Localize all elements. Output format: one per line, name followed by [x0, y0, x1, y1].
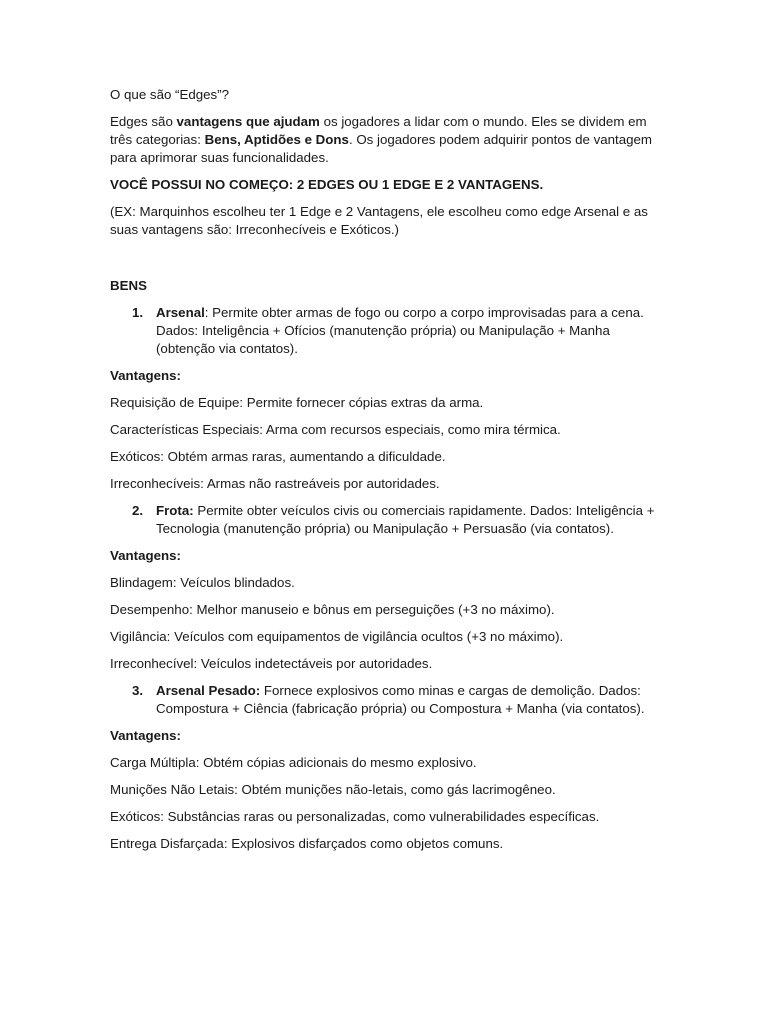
- vantagens-label: Vantagens:: [110, 728, 181, 743]
- vantagens-label: Vantagens:: [110, 368, 181, 383]
- intro-text-3: . Os jogadores podem adquirir pontos de vantagem para aprimorar suas funcionalidades.: [110, 132, 652, 165]
- perk-line: Irreconhecíveis: Armas não rastreáveis por autoridades.: [110, 476, 440, 491]
- list-number: 1.: [132, 305, 144, 320]
- list-number: 2.: [132, 503, 144, 518]
- item-description: [156, 502, 658, 538]
- perk-line: Carga Múltipla: Obtém cópias adicionais do mesmo explosivo.: [110, 755, 477, 770]
- document-body: [110, 86, 658, 853]
- start-rule: VOCÊ POSSUI NO COMEÇO: 2 EDGES OU 1 EDGE E 2 VANTAGENS.: [110, 177, 544, 192]
- item-description: [156, 682, 658, 718]
- intro-bold-2: Bens, Aptidões e Dons: [204, 132, 349, 147]
- perk-line: Blindagem: Veículos blindados.: [110, 575, 295, 590]
- item-name: Arsenal: [156, 305, 205, 320]
- perk-line: Exóticos: Obtém armas raras, aumentando a dificuldade.: [110, 449, 446, 464]
- list-item-arsenal-pesado: [110, 682, 658, 718]
- item-desc: Permite obter veículos civis ou comerciais rapidamente. Dados: Inteligência + Tecnologia (manutenção própria) ou Manipulação + Persuasão (via contatos).: [156, 503, 655, 536]
- perk-line: Requisição de Equipe: Permite fornecer cópias extras da arma.: [110, 395, 484, 410]
- perk-line: Desempenho: Melhor manuseio e bônus em perseguições (+3 no máximo).: [110, 602, 555, 617]
- question-heading: O que são “Edges”?: [110, 87, 230, 102]
- perk-line: Munições Não Letais: Obtém munições não-letais, como gás lacrimogêneo.: [110, 782, 556, 797]
- list-item-arsenal: [110, 304, 658, 358]
- list-item-frota: [110, 502, 658, 538]
- example-paragraph: (EX: Marquinhos escolheu ter 1 Edge e 2 Vantagens, ele escolheu como edge Arsenal e as suas vantagens são: Irreconhecíveis e Exóticos.): [110, 204, 648, 237]
- perk-line: Irreconhecível: Veículos indetectáveis por autoridades.: [110, 656, 433, 671]
- item-name: Frota:: [156, 503, 194, 518]
- perk-line: Vigilância: Veículos com equipamentos de vigilância ocultos (+3 no máximo).: [110, 629, 564, 644]
- perk-line: Entrega Disfarçada: Explosivos disfarçados como objetos comuns.: [110, 836, 504, 851]
- item-name: Arsenal Pesado:: [156, 683, 261, 698]
- item-description: [156, 304, 658, 358]
- item-desc: : Permite obter armas de fogo ou corpo a corpo improvisadas para a cena. Dados: Inteligência + Ofícios (manutenção própria) ou Manipulação + Manha (obtenção via contatos).: [156, 305, 644, 356]
- perk-line: Exóticos: Substâncias raras ou personalizadas, como vulnerabilidades específicas.: [110, 809, 600, 824]
- item-desc: Fornece explosivos como minas e cargas de demolição. Dados: Compostura + Ciência (fabricação própria) ou Compostura + Manha (via contatos).: [156, 683, 645, 716]
- vantagens-label: Vantagens:: [110, 548, 181, 563]
- intro-text-2: os jogadores a lidar com o mundo. Eles se dividem em três categorias:: [110, 114, 647, 147]
- intro-text-1: Edges são: [110, 114, 177, 129]
- intro-bold-1: vantagens que ajudam: [176, 114, 320, 129]
- section-title-bens: BENS: [110, 278, 147, 293]
- list-number: 3.: [132, 683, 144, 698]
- intro-paragraph: [110, 113, 658, 167]
- perk-line: Características Especiais: Arma com recursos especiais, como mira térmica.: [110, 422, 561, 437]
